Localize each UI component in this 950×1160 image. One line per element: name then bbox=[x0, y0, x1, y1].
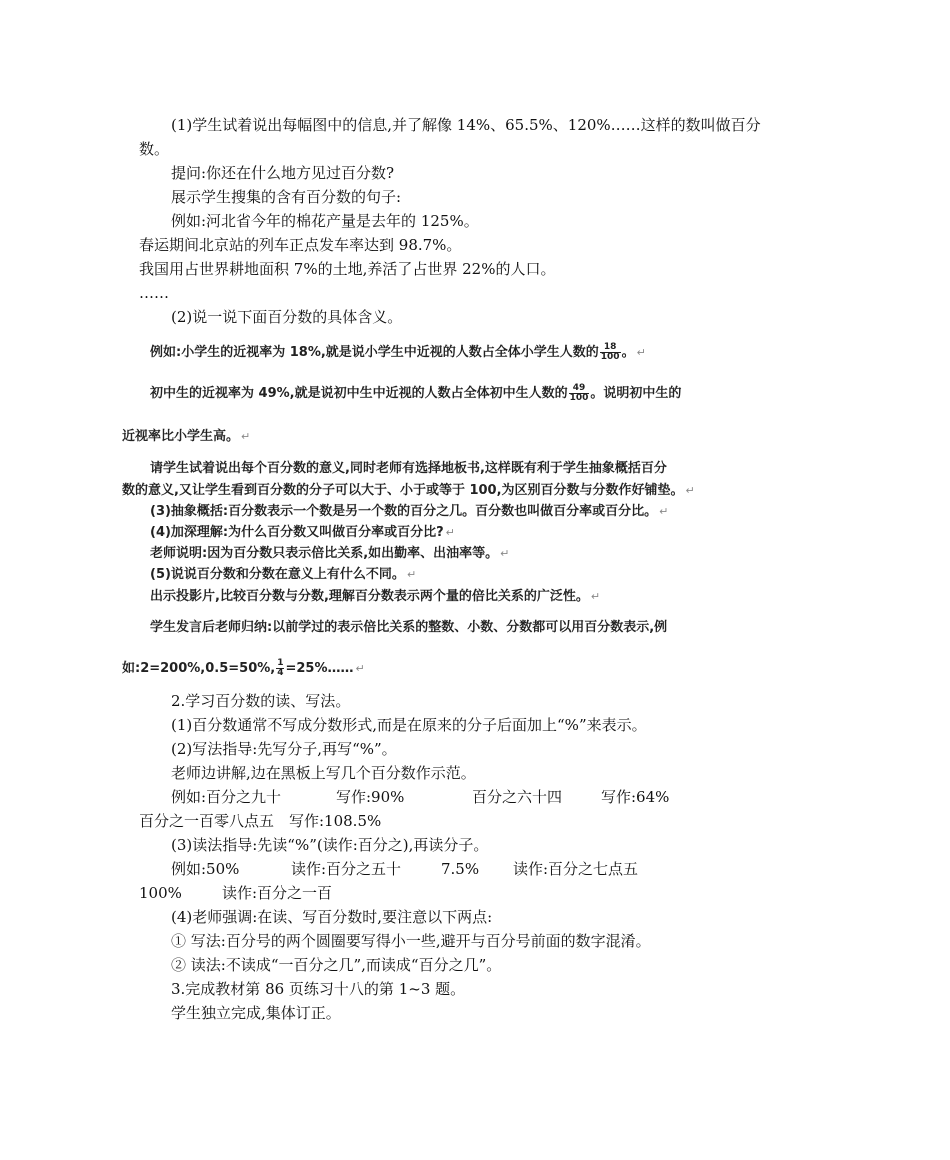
paragraph-mark-icon: ↵ bbox=[406, 568, 417, 581]
section-3-title: 3.完成教材第 86 页练习十八的第 1~3 题。 bbox=[171, 980, 466, 998]
write-guide-line: (2)写法指导:先写分子,再写“%”。 bbox=[171, 740, 397, 758]
image-line-1-end: 。 bbox=[621, 345, 635, 360]
final-line: 学生独立完成,集体订正。 bbox=[171, 1004, 341, 1022]
emphasis-point-1: ① 写法:百分号的两个圆圈要写得小一些,避开与百分号前面的数字混淆。 bbox=[171, 932, 651, 950]
image-line-9-text: (5)说说百分数和分数在意义上有什么不同。 bbox=[150, 567, 405, 582]
emphasis-point-2: ② 读法:不读成“一百分之几”,而读成“百分之几”。 bbox=[171, 956, 502, 974]
image-line-3 bbox=[122, 428, 250, 446]
image-line-12 bbox=[122, 659, 365, 678]
paragraph-mark-icon: ↵ bbox=[590, 590, 601, 603]
image-line-10-text: 出示投影片,比较百分数与分数,理解百分数表示两个量的倍比关系的广泛性。 bbox=[150, 589, 589, 604]
image-line-7-text: (4)加深理解:为什么百分数又叫做百分率或百分比? bbox=[150, 525, 444, 540]
read-example-50-words: 读作:百分之五十 bbox=[291, 860, 402, 878]
image-line-2 bbox=[150, 384, 681, 403]
example-percent-90-words: 例如:百分之九十 bbox=[171, 788, 282, 806]
image-line-12-text-b: =25%…… bbox=[285, 661, 354, 676]
paragraph-mark-icon: ↵ bbox=[500, 547, 510, 560]
example-line-2: 春运期间北京站的列车正点发车率达到 98.7%。 bbox=[139, 236, 462, 254]
image-line-9 bbox=[150, 566, 416, 584]
example-percent-64-words: 百分之六十四 bbox=[472, 788, 563, 806]
paragraph-mark-icon: ↵ bbox=[659, 505, 669, 518]
image-line-7 bbox=[150, 524, 455, 542]
fraction-denominator: 100 bbox=[600, 352, 620, 362]
paragraph-mark-icon: ↵ bbox=[636, 346, 646, 359]
question-line: 提问:你还在什么地方见过百分数? bbox=[171, 164, 395, 182]
image-line-2-end: 。说明初中生的 bbox=[590, 386, 682, 401]
image-line-3-text: 近视率比小学生高。 bbox=[122, 429, 240, 444]
image-line-10 bbox=[150, 588, 600, 606]
paragraph-mark-icon: ↵ bbox=[241, 430, 251, 443]
image-line-1 bbox=[150, 343, 646, 362]
example-line-3: 我国用占世界耕地面积 7%的土地,养活了占世界 22%的人口。 bbox=[139, 260, 556, 278]
image-line-6-text: (3)抽象概括:百分数表示一个数是另一个数的百分之几。百分数也叫做百分率或百分比。 bbox=[150, 504, 658, 519]
teacher-emphasis-line: (4)老师强调:在读、写百分数时,要注意以下两点: bbox=[171, 908, 493, 926]
paragraph-mark-icon: ↵ bbox=[355, 662, 365, 675]
image-line-5-text: 数的意义,又让学生看到百分数的分子可以大于、小于或等于 100,为区别百分数与分数作好铺垫。 bbox=[122, 483, 684, 498]
image-line-2-text: 初中生的近视率为 49%,就是说初中生中近视的人数占全体初中生人数的 bbox=[150, 386, 568, 401]
read-example-100: 100% bbox=[139, 884, 182, 902]
read-example-7-5: 7.5% bbox=[441, 860, 480, 878]
image-line-1-text: 例如:小学生的近视率为 18%,就是说小学生中近视的人数占全体小学生人数的 bbox=[150, 345, 599, 360]
image-line-12-text-a: 如:2=200%,0.5=50%, bbox=[122, 661, 276, 676]
image-line-8 bbox=[150, 545, 509, 563]
fraction-numerator: 1 bbox=[277, 658, 284, 668]
paragraph-1-line-b: 数。 bbox=[139, 140, 170, 158]
read-example-50: 例如:50% bbox=[171, 860, 240, 878]
paragraph-mark-icon: ↵ bbox=[445, 526, 455, 539]
example-percent-90-written: 写作:90% bbox=[336, 788, 405, 806]
image-line-11: 学生发言后老师归纳:以前学过的表示倍比关系的整数、小数、分数都可以用百分数表示,例 bbox=[150, 620, 668, 635]
image-line-8-text: 老师说明:因为百分数只表示倍比关系,如出勤率、出油率等。 bbox=[150, 546, 499, 561]
image-line-5 bbox=[122, 482, 695, 500]
fraction-denominator: 4 bbox=[277, 668, 284, 678]
section-2-title: 2.学习百分数的读、写法。 bbox=[171, 692, 351, 710]
section-2-heading: (2)说一说下面百分数的具体含义。 bbox=[171, 308, 403, 326]
write-example-line-2: 百分之一百零八点五 写作:108.5% bbox=[139, 812, 382, 830]
read-guide-line: (3)读法指导:先读“%”(读作:百分之),再读分子。 bbox=[171, 836, 489, 854]
example-percent-64-written: 写作:64% bbox=[601, 788, 670, 806]
read-example-100-words: 读作:百分之一百 bbox=[222, 884, 333, 902]
fraction-49-100 bbox=[569, 384, 590, 403]
teacher-demo-line: 老师边讲解,边在黑板上写几个百分数作示范。 bbox=[171, 764, 476, 782]
show-sentences-line: 展示学生搜集的含有百分数的句子: bbox=[171, 188, 402, 206]
fraction-18-100 bbox=[600, 343, 621, 362]
fraction-numerator: 18 bbox=[600, 343, 621, 353]
image-line-4: 请学生试着说出每个百分数的意义,同时老师有选择地板书,这样既有利于学生抽象概括百分 bbox=[150, 461, 667, 476]
image-line-6 bbox=[150, 503, 668, 521]
fraction-1-4 bbox=[276, 659, 284, 678]
read-example-7-5-words: 读作:百分之七点五 bbox=[513, 860, 639, 878]
fraction-numerator: 49 bbox=[569, 384, 590, 394]
paragraph-mark-icon: ↵ bbox=[685, 484, 695, 497]
fraction-denominator: 100 bbox=[569, 393, 589, 403]
write-rule-line: (1)百分数通常不写成分数形式,而是在原来的分子后面加上“%”来表示。 bbox=[171, 716, 647, 734]
ellipsis-line: …… bbox=[139, 284, 169, 302]
example-line-1: 例如:河北省今年的棉花产量是去年的 125%。 bbox=[171, 212, 479, 230]
paragraph-1-line-a: (1)学生试着说出每幅图中的信息,并了解像 14%、65.5%、120%……这样的数叫做百分 bbox=[171, 116, 761, 134]
